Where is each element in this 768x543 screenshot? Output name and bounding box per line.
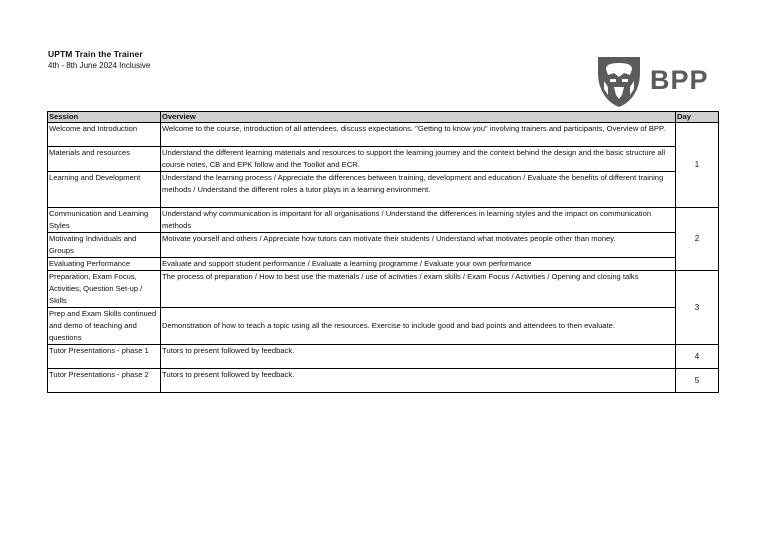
session-cell: Tutor Presentations - phase 2 bbox=[48, 369, 161, 393]
table-header-row bbox=[48, 112, 719, 123]
overview-cell: Understand why communication is important for all organisations / Understand the differences in learning styles and the impact on communication methods bbox=[161, 208, 676, 233]
day-cell: 3 bbox=[676, 271, 719, 345]
brand-logo-text: BPP bbox=[650, 65, 709, 95]
table-row bbox=[48, 147, 719, 172]
table-row bbox=[48, 123, 719, 147]
session-cell: Communication and Learning Styles bbox=[48, 208, 161, 233]
table-row bbox=[48, 233, 719, 258]
overview-cell: The process of preparation / How to best use the materials / use of activities / exam skills / Exam Focus / Activities / Opening and closing talks bbox=[161, 271, 676, 308]
table-row bbox=[48, 369, 719, 393]
session-cell: Prep and Exam Skills continued and demo of teaching and questions bbox=[48, 308, 161, 345]
overview-cell: Tutors to present followed by feedback. bbox=[161, 345, 676, 369]
session-cell: Welcome and Introduction bbox=[48, 123, 161, 147]
column-header-overview: Overview bbox=[161, 112, 676, 123]
session-cell: Tutor Presentations - phase 1 bbox=[48, 345, 161, 369]
overview-cell: Evaluate and support student performance / Evaluate a learning programme / Evaluate your own performance bbox=[161, 258, 676, 271]
schedule-table bbox=[47, 111, 719, 393]
overview-cell: Tutors to present followed by feedback. bbox=[161, 369, 676, 393]
column-header-session: Session bbox=[48, 112, 161, 123]
table-row bbox=[48, 308, 719, 345]
day-cell: 2 bbox=[676, 208, 719, 271]
table-row bbox=[48, 208, 719, 233]
column-header-day: Day bbox=[676, 112, 719, 123]
document-date-range: 4th - 8th June 2024 Inclusive bbox=[48, 61, 151, 70]
overview-cell: Motivate yourself and others / Appreciate how tutors can motivate their students / Understand what motivates people other than money. bbox=[161, 233, 676, 258]
session-cell: Evaluating Performance bbox=[48, 258, 161, 271]
overview-cell: Understand the different learning materials and resources to support the learning journey and the context behind the design and the basic structure all course notes, CB and EPK follow and the Toolkit and ECR. bbox=[161, 147, 676, 172]
table-row bbox=[48, 258, 719, 271]
session-cell: Motivating Individuals and Groups bbox=[48, 233, 161, 258]
overview-cell: Understand the learning process / Appreciate the differences between training, development and education / Evaluate the benefits of different training methods / Understand the different roles a tutor plays in a learning environment. bbox=[161, 172, 676, 208]
table-row bbox=[48, 345, 719, 369]
day-cell: 4 bbox=[676, 345, 719, 369]
day-cell: 1 bbox=[676, 123, 719, 208]
day-cell: 5 bbox=[676, 369, 719, 393]
overview-cell: Demonstration of how to teach a topic using all the resources. Exercise to include good and bad points and attendees to then evaluate. bbox=[161, 308, 676, 345]
table-row bbox=[48, 172, 719, 208]
overview-cell: Welcome to the course, introduction of all attendees, discuss expectations. "Getting to know you" involving trainers and participants, Overview of BPP. bbox=[161, 123, 676, 147]
document-title: UPTM Train the Trainer bbox=[48, 49, 143, 59]
session-cell: Materials and resources bbox=[48, 147, 161, 172]
session-cell: Learning and Development bbox=[48, 172, 161, 208]
table-row bbox=[48, 271, 719, 308]
session-cell: Preparation, Exam Focus, Activities, Question Set-up / Skills bbox=[48, 271, 161, 308]
